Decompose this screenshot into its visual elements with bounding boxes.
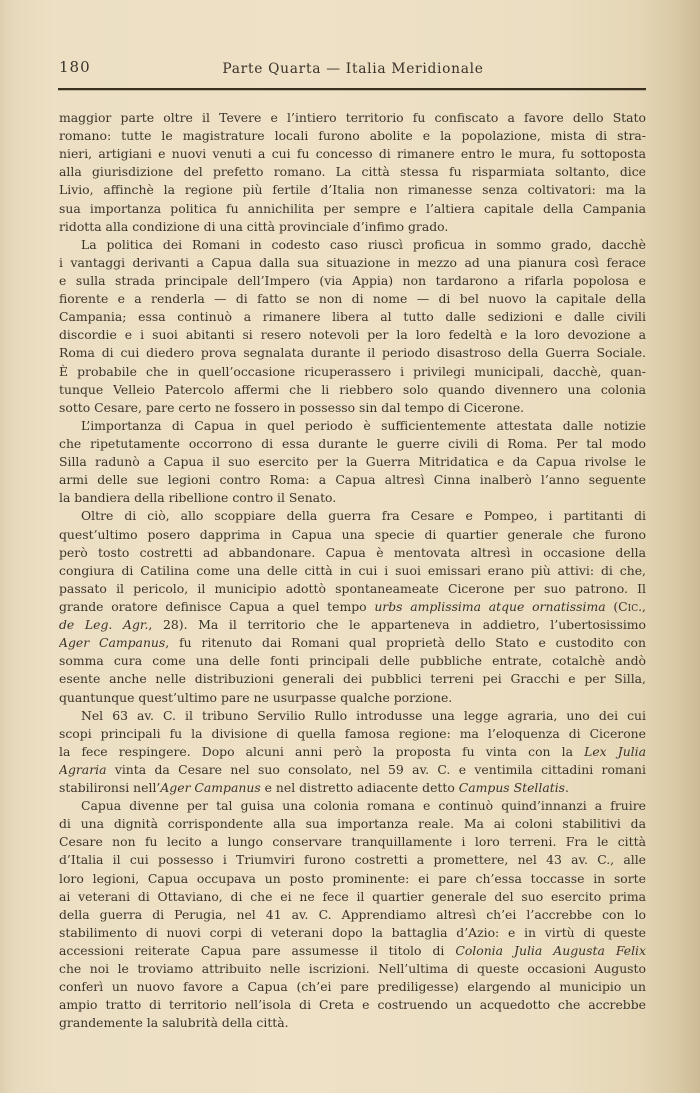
text-run: scopi principali fu la divisione di quella famosa regione: ma l’eloquenza di Cicerone	[59, 725, 646, 741]
text-line	[59, 272, 646, 290]
text-run: che ripetutamente occorrono di essa durante le guerre civili di Roma. Per tal modo	[59, 435, 646, 451]
text-run: fiorente e a renderla — di fatto se non di nome — di bel nuovo la capitale della	[59, 291, 646, 307]
text-line	[59, 127, 646, 145]
text-line	[59, 344, 646, 362]
text-line	[59, 507, 646, 525]
text-run: tunque Velleio Patercolo affermi che li riebbero solo quando divennero una colonia	[59, 381, 646, 397]
text-run: quest’ultimo posero dapprima in Capua una specie di quartier generale che furono	[59, 526, 646, 542]
text-run: Silla radunò a Capua il suo esercito per la Guerra Mitridatica e da Capua rivolse le	[59, 454, 646, 470]
text-line	[59, 254, 646, 272]
text-line	[59, 870, 646, 888]
running-title: Parte Quarta — Italia Meridionale	[222, 61, 484, 77]
italic-text-run: Ager Campanus	[59, 635, 166, 651]
text-line	[59, 326, 646, 344]
text-line	[59, 218, 646, 236]
italic-text-run: Campus Stellatis	[458, 780, 566, 796]
text-line	[59, 236, 646, 254]
paragraph	[59, 236, 646, 417]
text-line	[59, 1014, 646, 1032]
text-run: ,	[642, 598, 646, 614]
text-line	[59, 743, 646, 761]
text-run: La politica dei Romani in codesto caso riuscì proficua in sommo grado, dacchè	[81, 236, 646, 252]
paragraph	[59, 109, 646, 236]
text-run: ridotta alla condizione di una città provinciale d’infimo grado.	[59, 218, 449, 234]
text-run: quantunque quest’ultimo pare ne usurpasse qualche porzione.	[59, 689, 453, 705]
text-line	[59, 181, 646, 199]
text-run: la bandiera della ribellione contro il Senato.	[59, 490, 337, 506]
text-run: Livio, affinchè la regione più fertile d’Italia non rimanesse senza coltivatori: ma la	[59, 182, 646, 198]
text-run: sotto Cesare, pare certo ne fossero in possesso sin dal tempo di Cicerone.	[59, 399, 525, 415]
paragraph	[59, 797, 646, 1032]
text-line	[59, 308, 646, 326]
text-run: d’Italia il cui possesso i Triumviri furono costretti a promettere, nel 43 av. C., alle	[59, 852, 646, 868]
text-line	[59, 109, 646, 127]
text-line	[59, 906, 646, 924]
paragraph	[59, 507, 646, 706]
text-line	[59, 707, 646, 725]
text-line	[59, 381, 646, 399]
page-number: 180	[59, 58, 91, 76]
text-run: passato il pericolo, il municipio adottò spontaneameate Cicerone per suo patrono. Il	[59, 580, 646, 596]
text-line	[59, 942, 646, 960]
text-run: grandemente la salubrità della città.	[59, 1015, 289, 1031]
text-line	[59, 417, 646, 435]
text-run: e nel distretto adiacente detto	[260, 780, 459, 796]
text-run: nieri, artigiani e nuovi venuti a cui fu concesso di rimanere entro le mura, fu sottoposta	[59, 146, 646, 162]
text-line	[59, 652, 646, 670]
text-run: grande oratore definisce Capua a quel tempo	[59, 598, 375, 614]
text-line	[59, 290, 646, 308]
header-rule	[58, 88, 646, 90]
text-run: (	[605, 598, 619, 614]
text-line	[59, 489, 646, 507]
text-line	[59, 978, 646, 996]
text-run: discordie e i suoi abitanti si resero notevoli per la loro fedeltà e la loro devozione a	[59, 327, 646, 343]
text-line	[59, 833, 646, 851]
text-run: vinta da Cesare nel suo consolato, nel 59 av. C. e ventimila cittadini romani	[106, 761, 646, 777]
text-line	[59, 670, 646, 688]
text-line	[59, 797, 646, 815]
italic-text-run: de Leg. Agr.	[59, 617, 149, 633]
text-run: , 28). Ma il territorio che le apparteneva in addietro, l’ubertosissimo	[148, 617, 646, 633]
text-line	[59, 526, 646, 544]
paragraph	[59, 707, 646, 798]
text-run: maggior parte oltre il Tevere e l’intiero territorio fu confiscato a favore dello Stato	[59, 110, 646, 125]
text-line	[59, 761, 646, 779]
text-line	[59, 544, 646, 562]
text-line	[59, 689, 646, 707]
text-line	[59, 580, 646, 598]
text-line	[59, 924, 646, 942]
text-line	[59, 145, 646, 163]
text-run: la fece respingere. Dopo alcuni anni però la proposta fu vinta con la	[59, 743, 585, 759]
text-line	[59, 435, 646, 453]
paragraph	[59, 417, 646, 508]
smallcaps-text-run: Cic.	[618, 598, 643, 614]
text-run: Cesare non fu lecito a lungo conservare tranquillamente i loro terreni. Fra le città	[59, 834, 646, 850]
text-line	[59, 725, 646, 743]
text-line	[59, 779, 646, 797]
italic-text-run: Colonia Julia Augusta Felix	[455, 943, 646, 959]
text-run: però tosto costretti ad abbandonare. Capua è mentovata altresì in occasione della	[59, 544, 646, 560]
text-run: somma cura come una delle fonti principali delle pubbliche entrate, cotalchè andò	[59, 653, 646, 669]
text-line	[59, 815, 646, 833]
text-run: Campania; essa continuò a rimanere libera al tutto dalle sedizioni e dalle civili	[59, 309, 646, 325]
text-line	[59, 616, 646, 634]
text-run: , fu ritenuto dai Romani qual proprietà dello Stato e custodito con	[165, 635, 646, 651]
text-run: i vantaggi derivanti a Capua dalla sua situazione in mezzo ad una pianura così ferace	[59, 254, 646, 270]
text-line	[59, 363, 646, 381]
text-run: loro legioni, Capua occupava un posto prominente: ei pare ch’essa toccasse in sorte	[59, 870, 646, 886]
text-run: romano: tutte le magistrature locali furono abolite e la popolazione, mista di stra-	[59, 128, 646, 144]
text-run: È probabile che in quell’occasione ricuperassero i privilegi municipali, dacchè, quan-	[59, 363, 646, 379]
text-run: Oltre di ciò, allo scoppiare della guerra fra Cesare e Pompeo, i partitanti di	[81, 508, 646, 524]
text-run: Capua divenne per tal guisa una colonia romana e continuò quind’innanzi a fruire	[81, 798, 646, 814]
text-run: ai veterani di Ottaviano, di che ei ne fece il quartier generale del suo esercito prima	[59, 888, 646, 904]
text-run: .	[565, 780, 569, 796]
text-line	[59, 996, 646, 1014]
text-run: congiura di Catilina come una delle città in cui i suoi emissari erano più attivi: di che,	[59, 562, 646, 578]
text-run: ampio tratto di territorio nell’isola di Creta e costruendo un acquedotto che accrebbe	[59, 997, 646, 1013]
text-line	[59, 562, 646, 580]
text-run: stabilironsi nell’	[59, 780, 161, 796]
text-line	[59, 399, 646, 417]
text-line	[59, 598, 646, 616]
text-run: L’importanza di Capua in quel periodo è sufficientemente attestata dalle notizie	[81, 417, 646, 433]
text-run: accessioni reiterate Capua pare assumesse il titolo di	[59, 943, 456, 959]
text-line	[59, 888, 646, 906]
text-line	[59, 960, 646, 978]
text-run: stabilimento di nuovi corpi di veterani dopo la battaglia d’Azio: e in virtù di queste	[59, 924, 646, 940]
text-run: di una dignità corrispondente alla sua importanza reale. Ma ai coloni stabilitivi da	[59, 816, 646, 832]
text-line	[59, 851, 646, 869]
text-line	[59, 453, 646, 471]
italic-text-run: Lex Julia	[584, 743, 646, 759]
italic-text-run: Ager Campanus	[160, 780, 261, 796]
text-line	[59, 163, 646, 181]
text-run: alla giurisdizione del prefetto romano. La città stessa fu risparmiata soltanto, dice	[59, 164, 646, 180]
text-run: della guerra di Perugia, nel 41 av. C. Apprendiamo altresì ch’ei l’accrebbe con lo	[59, 906, 646, 922]
text-line	[59, 634, 646, 652]
text-run: sua importanza politica fu annichilita per sempre e l’altiera capitale della Campania	[59, 200, 646, 216]
text-line	[59, 200, 646, 218]
text-line	[59, 471, 646, 489]
text-run: e sulla strada principale dell’Impero (via Appia) non tardarono a rifarla popolosa e	[59, 272, 646, 288]
text-run: che noi le troviamo attribuito nelle iscrizioni. Nell’ultima di queste occasioni Augusto	[59, 961, 646, 977]
text-run: armi delle sue legioni contro Roma: a Capua altresì Cinna inalberò l’anno seguente	[59, 472, 646, 488]
text-run: Roma di cui diedero prova segnalata durante il periodo disastroso della Guerra Sociale.	[59, 345, 646, 361]
page-body	[59, 109, 646, 1033]
text-run: esente anche nelle distribuzioni generali dei pubblici terreni pei Gracchi e per Silla,	[59, 671, 646, 687]
text-run: Nel 63 av. C. il tribuno Servilio Rullo introdusse una legge agraria, uno dei cui	[81, 707, 646, 723]
italic-text-run: urbs amplissima atque ornatissima	[374, 598, 606, 614]
italic-text-run: Agraria	[59, 761, 107, 777]
text-run: conferì un nuovo favore a Capua (ch’ei pare prediligesse) elargendo al municipio un	[59, 979, 646, 995]
